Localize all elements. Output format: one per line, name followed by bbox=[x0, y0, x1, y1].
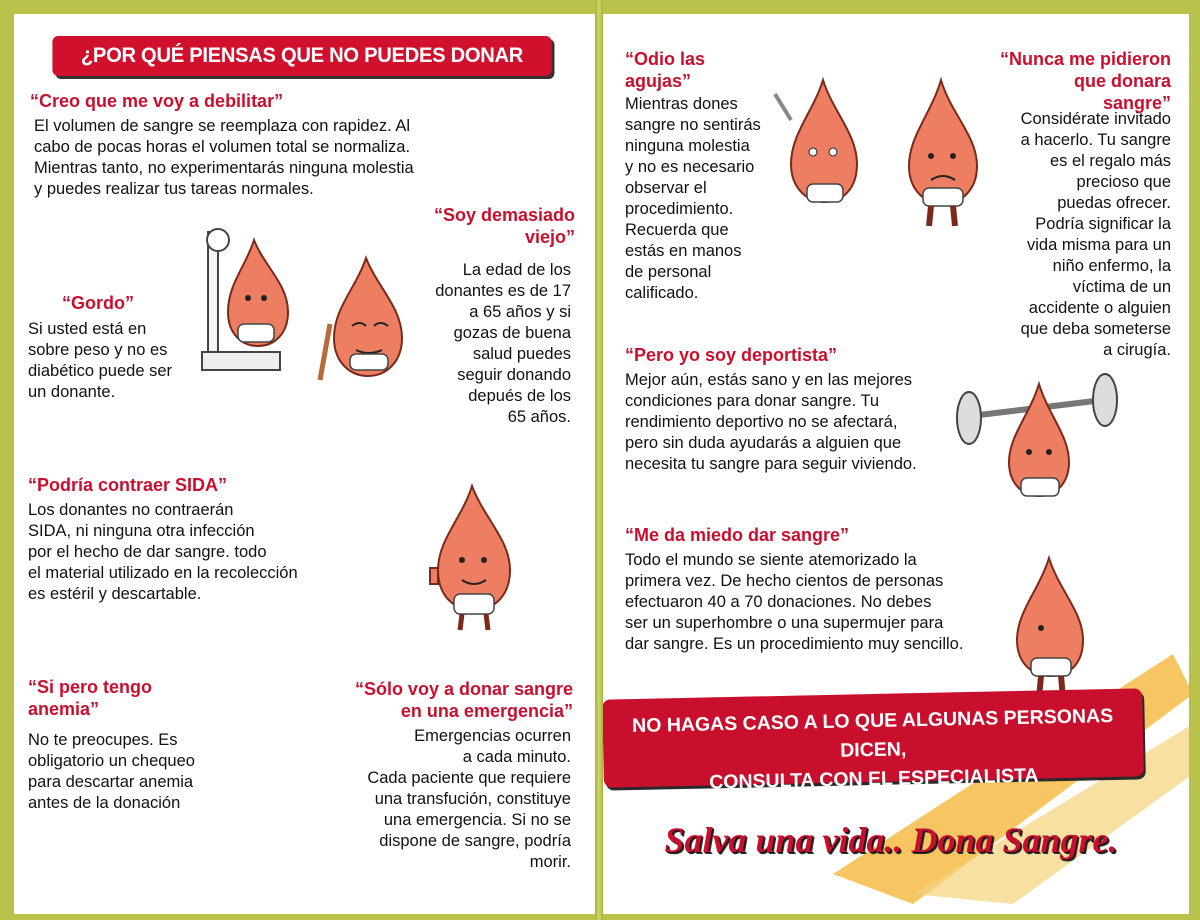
old-drop-with-cane-illustration bbox=[316, 254, 426, 399]
gordo-text bbox=[28, 319, 172, 403]
text-line: El volumen de sangre se reemplaza con rapidez. Al bbox=[34, 117, 411, 135]
text-line: a cada minuto. bbox=[462, 748, 571, 766]
text-line: necesita tu sangre para seguir viviendo. bbox=[625, 455, 917, 473]
gordo-title: “Gordo” bbox=[62, 293, 134, 313]
text-line: Si usted está en bbox=[28, 320, 147, 338]
text-line: ser un superhombre o una supermujer para bbox=[625, 614, 944, 632]
right-panel bbox=[603, 14, 1189, 914]
call-to-action-banner bbox=[603, 688, 1144, 794]
text-line: para descartar anemia bbox=[28, 773, 194, 791]
text-line: cabo de pocas horas el volumen total se normaliza. bbox=[34, 138, 411, 156]
text-line: por el hecho de dar sangre. todo bbox=[28, 543, 267, 561]
text-line: puedas ofrecer. bbox=[1057, 194, 1171, 212]
text-line: Todo el mundo se siente atemorizado la bbox=[625, 551, 917, 569]
text-line: NO HAGAS CASO A LO QUE ALGUNAS PERSONAS DICEN, bbox=[631, 704, 1114, 762]
text-line: en una emergencia” bbox=[400, 701, 573, 721]
sad-drop-illustration bbox=[893, 76, 993, 241]
deportista-text bbox=[625, 370, 917, 475]
text-line: y puedes realizar tus tareas normales. bbox=[34, 180, 314, 198]
debilitar-text bbox=[34, 116, 414, 200]
text-line: antes de la donación bbox=[28, 794, 181, 812]
text-line: CONSULTA CON EL ESPECIALISTA bbox=[708, 764, 1039, 794]
text-line: primera vez. De hecho cientos de personas bbox=[625, 572, 944, 590]
text-line: Recuerda que bbox=[625, 221, 729, 239]
thumbs-up-drop-illustration bbox=[416, 484, 526, 639]
text-line: obligatorio un chequeo bbox=[28, 752, 195, 770]
text-line: Los donantes no contraerán bbox=[28, 501, 234, 519]
drop-on-scale-illustration bbox=[202, 226, 312, 381]
debilitar-title: “Creo que me voy a debilitar” bbox=[30, 91, 284, 111]
page-fold bbox=[595, 0, 603, 920]
text-line: a hacerlo. Tu sangre bbox=[1020, 131, 1171, 149]
text-line: seguir donando bbox=[457, 366, 571, 384]
text-line: es estéril y descartable. bbox=[28, 585, 202, 603]
anemia-title bbox=[28, 676, 152, 720]
text-line: a cirugía. bbox=[1103, 341, 1171, 359]
text-line: “Soy demasiado bbox=[433, 205, 575, 225]
deportista-title: “Pero yo soy deportista” bbox=[625, 345, 838, 365]
headline-banner: ¿POR QUÉ PIENSAS QUE NO PUEDES DONAR SANGRE? bbox=[52, 36, 551, 76]
weightlifting-drop-illustration bbox=[953, 360, 1123, 525]
text-line: 65 años. bbox=[507, 408, 571, 426]
text-line: No te preocupes. Es bbox=[28, 731, 178, 749]
agujas-text bbox=[625, 94, 761, 304]
text-line: y no es necesario bbox=[625, 158, 755, 176]
text-line: el material utilizado en la recolección bbox=[28, 564, 298, 582]
text-line: sobre peso y no es bbox=[28, 341, 168, 359]
text-line: accidente o alguien bbox=[1028, 299, 1171, 317]
text-line: una transfución, constituye bbox=[374, 790, 571, 808]
viejo-title bbox=[434, 204, 575, 248]
text-line: de personal bbox=[625, 263, 712, 281]
text-line: SIDA, ni ninguna otra infección bbox=[28, 522, 255, 540]
text-line: efectuaron 40 a 70 donaciones. No debes bbox=[625, 593, 932, 611]
text-line: un donante. bbox=[28, 383, 116, 401]
text-line: vida misma para un bbox=[1027, 236, 1171, 254]
text-line: Mientras dones bbox=[625, 95, 738, 113]
emergencia-title bbox=[355, 678, 573, 722]
left-panel bbox=[14, 14, 595, 914]
text-line: Mejor aún, estás sano y en las mejores bbox=[625, 371, 913, 389]
text-line: La edad de los bbox=[462, 261, 571, 279]
text-line: “Nunca me pidieron bbox=[999, 49, 1171, 69]
text-line: gozas de buena bbox=[453, 324, 571, 342]
text-line: dar sangre. Es un procedimiento muy sencillo. bbox=[625, 635, 964, 653]
text-line: “Odio las bbox=[625, 49, 706, 69]
text-line: sangre no sentirás bbox=[625, 116, 761, 134]
text-line: pero sin duda ayudarás a alguien que bbox=[625, 434, 902, 452]
text-line: dispone de sangre, podría bbox=[379, 832, 571, 850]
text-line: donantes es de 17 bbox=[435, 282, 571, 300]
text-line: Mientras tanto, no experimentarás ninguna molestia bbox=[34, 159, 414, 177]
text-line: es el regalo más bbox=[1049, 152, 1171, 170]
miedo-title: “Me da miedo dar sangre” bbox=[625, 525, 850, 545]
text-line: víctima de un bbox=[1072, 278, 1171, 296]
text-line: que donara bbox=[1073, 71, 1171, 91]
text-line: sangre” bbox=[1102, 93, 1171, 113]
pidieron-text bbox=[1021, 109, 1171, 361]
text-line: Cada paciente que requiere bbox=[367, 769, 571, 787]
text-line: depués de los bbox=[468, 387, 571, 405]
slogan: Salva una vida.. Dona Sangre. bbox=[664, 820, 1118, 860]
text-line: salud puedes bbox=[472, 345, 571, 363]
text-line: niño enfermo, la bbox=[1052, 257, 1171, 275]
text-line: “Si pero tengo bbox=[28, 677, 153, 697]
text-line: rendimiento deportivo no se afectará, bbox=[625, 413, 898, 431]
anemia-text bbox=[28, 730, 195, 814]
text-line: procedimiento. bbox=[625, 200, 734, 218]
agujas-title bbox=[625, 48, 705, 92]
text-line: anemia” bbox=[28, 699, 100, 719]
text-line: que deba someterse bbox=[1020, 320, 1171, 338]
text-line: agujas” bbox=[625, 71, 692, 91]
text-line: diabético puede ser bbox=[28, 362, 173, 380]
sida-text bbox=[28, 500, 298, 605]
viejo-text bbox=[435, 260, 571, 428]
sida-title: “Podría contraer SIDA” bbox=[28, 475, 228, 495]
text-line: condiciones para donar sangre. Tu bbox=[625, 392, 880, 410]
pidieron-title bbox=[1000, 48, 1171, 114]
text-line: calificado. bbox=[625, 284, 699, 302]
text-line: Considérate invitado bbox=[1020, 110, 1171, 128]
text-line: Emergencias ocurren bbox=[414, 727, 571, 745]
drop-with-syringe-illustration bbox=[773, 76, 873, 231]
text-line: precioso que bbox=[1076, 173, 1171, 191]
text-line: morir. bbox=[529, 853, 571, 871]
text-line: estás en manos bbox=[625, 242, 742, 260]
emergencia-text bbox=[367, 726, 571, 873]
text-line: “Sólo voy a donar sangre bbox=[354, 679, 573, 699]
text-line: una emergencia. Si no se bbox=[383, 811, 571, 829]
text-line: Podría significar la bbox=[1035, 215, 1171, 233]
text-line: ninguna molestia bbox=[625, 137, 750, 155]
text-line: a 65 años y si bbox=[469, 303, 571, 321]
text-line: viejo” bbox=[524, 227, 575, 247]
text-line: observar el bbox=[625, 179, 707, 197]
